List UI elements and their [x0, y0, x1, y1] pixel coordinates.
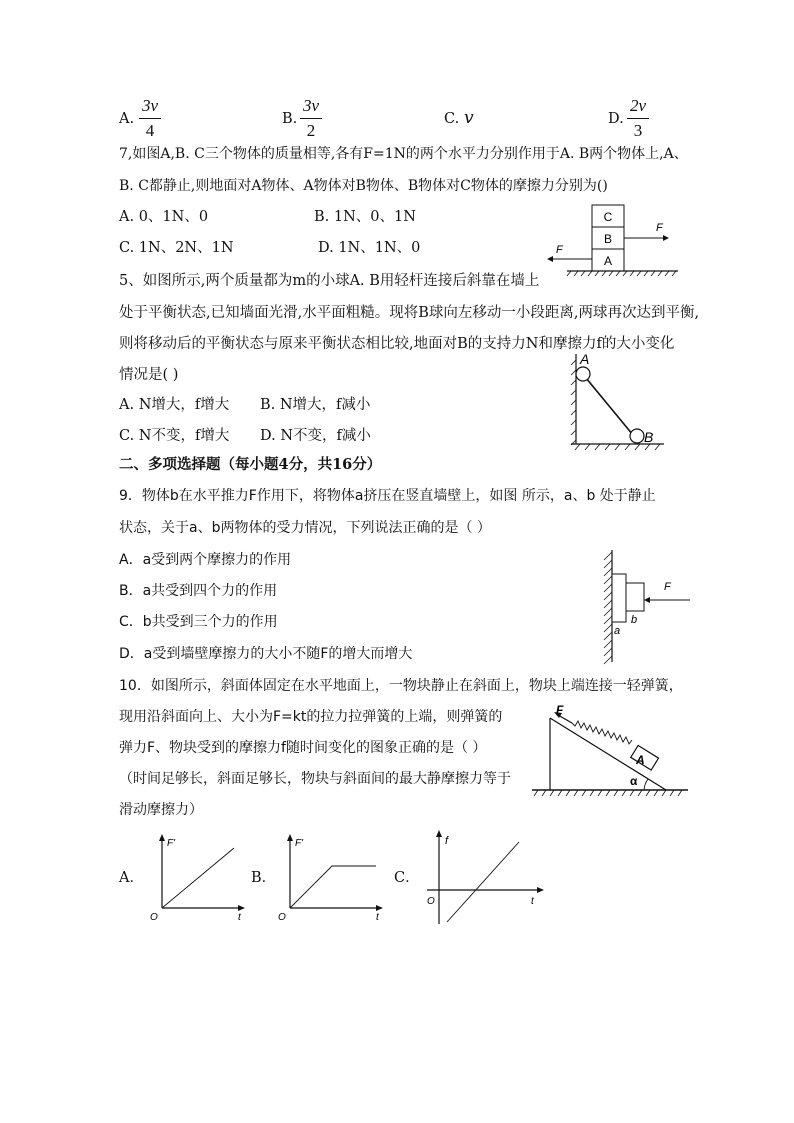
q5-ball-a-label: A	[580, 351, 590, 367]
q5-option-d: D. N不变，f减小	[260, 428, 371, 444]
q10-graph-c-xlabel: t	[531, 896, 534, 907]
q10-line4: （时间足够长，斜面足够长，物块与斜面间的最大静摩擦力等于	[119, 771, 511, 787]
q6-option-b-numerator: 3v	[300, 96, 322, 119]
q10-figure	[530, 703, 700, 802]
q10-graph-c	[423, 828, 553, 928]
q10-graph-b-ylabel: F'	[295, 838, 304, 849]
q5-option-c: C. N不变，f增大	[119, 428, 230, 444]
q6-option-a-fraction	[139, 96, 161, 141]
q10-graph-b-label: B．	[251, 870, 277, 886]
q9-block-a-label: a	[614, 625, 621, 637]
q5-figure	[566, 352, 666, 462]
q9-line1: 9．物体b在水平推力F作用下，将物体a挤压在竖直墙壁上，如图 所示，a、b 处于静止	[119, 488, 656, 504]
q7-force-right-label: F	[656, 222, 663, 234]
q9-option-d: D．a受到墙壁摩擦力的大小不随F的增大而增大	[119, 646, 413, 662]
q10-line5: 滑动摩擦力）	[119, 802, 203, 818]
q7-option-b: B. 1N、0、1N	[314, 209, 416, 225]
q6-option-b-denominator: 2	[306, 121, 316, 140]
q6-option-b-fraction	[300, 96, 322, 141]
q6-option-c-value: v	[464, 108, 474, 128]
q10-graph-c-ylabel: f	[445, 835, 449, 847]
q7-force-left-label: F	[556, 244, 563, 256]
q10-graph-a-label: A．	[119, 870, 144, 886]
q6-option-d-numerator: 2v	[627, 96, 649, 119]
q9-force-label: F	[664, 581, 671, 593]
q10-force-label: F	[556, 703, 564, 717]
q9-figure	[596, 546, 696, 666]
q10-graph-a-ylabel: F'	[167, 838, 176, 849]
q9-option-b: B．a共受到四个力的作用	[119, 583, 278, 599]
q7-block-c-label: C	[603, 210, 613, 224]
q6-option-a-numerator: 3v	[139, 96, 161, 119]
q6-option-d-denominator: 3	[633, 121, 643, 140]
q7-figure	[545, 203, 685, 283]
q5-option-b: B. N增大，f减小	[260, 397, 371, 413]
q7-option-d: D. 1N、1N、0	[318, 240, 421, 256]
q10-angle-label: α	[630, 774, 638, 788]
q10-block-label: A	[636, 753, 645, 767]
q10-graph-b-xlabel: t	[376, 912, 379, 923]
q6-option-a-denominator: 4	[145, 121, 155, 140]
q6-option-d-fraction	[627, 96, 649, 141]
q6-option-b-label: B.	[282, 111, 298, 127]
q10-graph-a-origin: O	[150, 912, 158, 923]
q6-option-d-label: D.	[608, 111, 624, 127]
q10-line1: 10．如图所示，斜面体固定在水平地面上，一物块静止在斜面上，物块上端连接一轻弹簧，	[119, 678, 683, 694]
q7-option-c: C. 1N、2N、1N	[119, 240, 234, 256]
q6-option-a-label: A.	[119, 111, 135, 127]
q9-line2: 状态，关于a、b两物体的受力情况，下列说法正确的是（ ）	[119, 520, 491, 536]
q6-option-c-label: C.	[444, 111, 460, 127]
q5-line2: 处于平衡状态,已知墙面光滑,水平面粗糙。现将B球向左移动一小段距离,两球再次达到平衡,	[119, 305, 700, 321]
section2-title: 二、多项选择题（每小题4分，共16分）	[119, 456, 382, 473]
q10-graph-c-origin: O	[427, 896, 435, 907]
q10-line3: 弹力F、物块受到的摩擦力f随时间变化的图象正确的是（ ）	[119, 740, 487, 756]
q10-graph-b	[276, 832, 386, 922]
q7-option-a: A. 0、1N、0	[119, 209, 209, 225]
q10-line2: 现用沿斜面向上、大小为F=kt的拉力拉弹簧的上端，则弹簧的	[119, 709, 503, 725]
q9-block-b-label: b	[631, 614, 638, 626]
q7-line2: B. C都静止,则地面对A物体、A物体对B物体、B物体对C物体的摩擦力分别为()	[119, 178, 608, 194]
q10-graph-c-label: C．	[394, 870, 420, 886]
q10-graph-b-origin: O	[278, 912, 286, 923]
q5-line1: 5、如图所示,两个质量都为m的小球A. B用轻杆连接后斜靠在墙上	[119, 273, 540, 289]
q10-graph-a-xlabel: t	[238, 912, 241, 923]
q5-option-a: A. N增大，f增大	[119, 397, 230, 413]
q5-line4: 情况是( )	[119, 367, 179, 383]
q7-line1: 7,如图A,B. C三个物体的质量相等,各有F=1N的两个水平力分别作用于A. B两个物体上,A、	[119, 146, 688, 162]
q9-option-c: C．b共受到三个力的作用	[119, 614, 278, 630]
q5-line3: 则将移动后的平衡状态与原来平衡状态相比较,地面对B的支持力N和摩擦力f的大小变化	[119, 336, 675, 352]
q7-block-a-label: A	[603, 254, 613, 268]
q10-graph-a	[148, 832, 248, 922]
q9-option-a: A．a受到两个摩擦力的作用	[119, 552, 292, 568]
q5-ball-b-label: B	[644, 429, 654, 445]
q7-block-b-label: B	[603, 232, 613, 246]
